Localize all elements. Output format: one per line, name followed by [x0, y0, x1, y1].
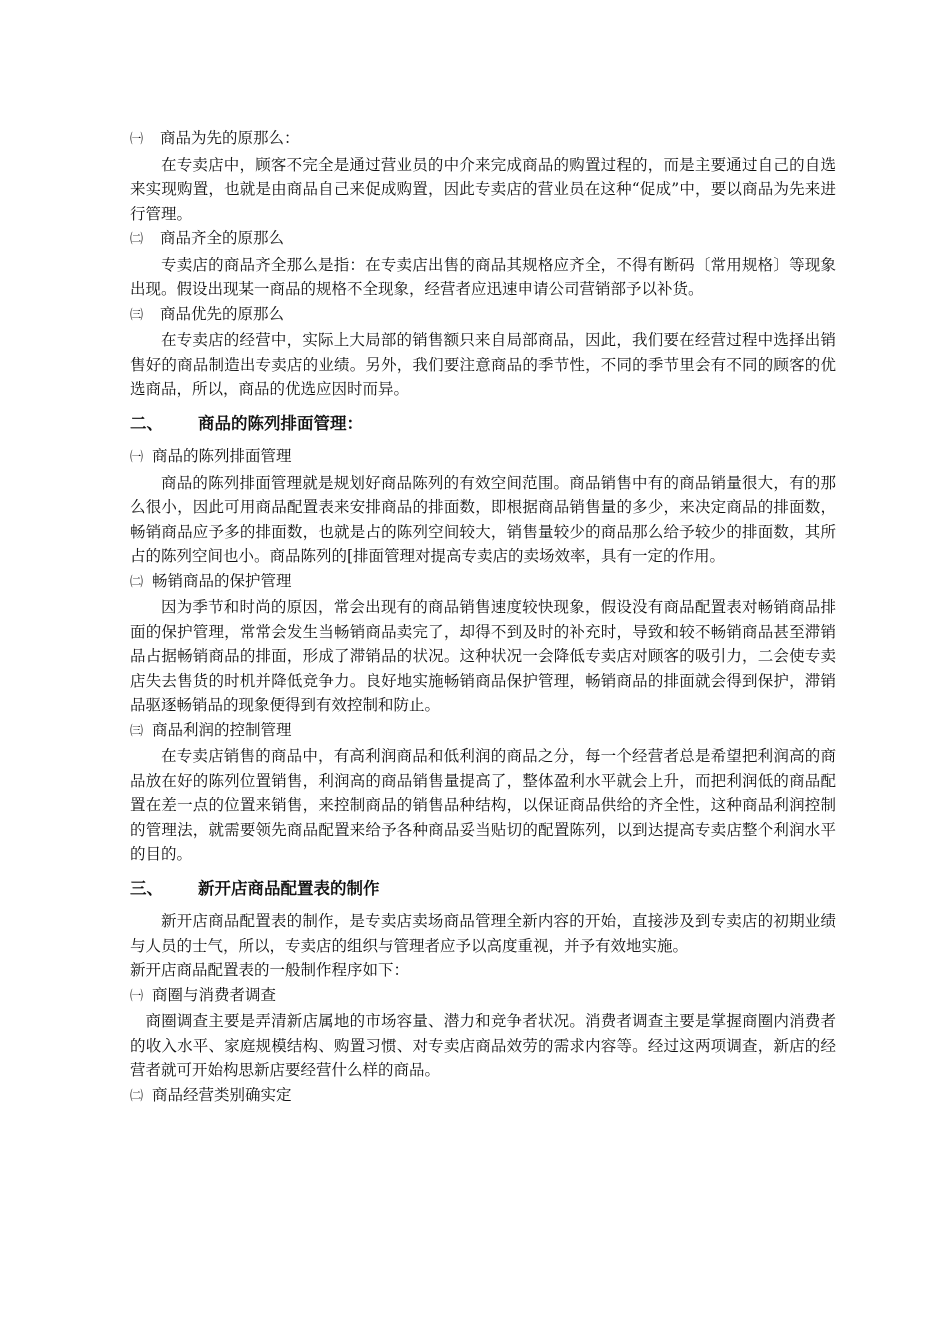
subsection-title: 商品利润的控制管理	[152, 720, 292, 739]
item-marker: ㈢	[130, 307, 144, 323]
subsection-title: 畅销商品的保护管理	[152, 571, 292, 590]
paragraph: 新开店商品配置表的一般制作程序如下：	[130, 961, 410, 979]
subsection-heading	[130, 983, 836, 1010]
paragraph: 商圈调查主要是弄清新店属地的市场容量、潜力和竞争者状况。消费者调查主要是掌握商圈内消费者的收入水平、家庭规模结构、购置习惯、对专卖店商品效劳的需求内容等。经过这两项调查，新店的经营者就可开始构思新店要经营什么样的商品。	[130, 1012, 836, 1079]
subsection-heading	[130, 718, 836, 745]
paragraph: 新开店商品配置表的制作，是专卖店卖场商品管理全新内容的开始，直接涉及到专卖店的初期业绩与人员的士气，所以，专卖店的组织与管理者应予以高度重视，并予有效地实施。	[130, 912, 836, 955]
section-number: 三、	[130, 878, 163, 898]
subsection-heading	[130, 226, 836, 253]
document-page	[130, 126, 836, 1109]
paragraph: 因为季节和时尚的原因，常会出现有的商品销售速度较快现象，假设没有商品配置表对畅销商品排面的保护管理，常常会发生当畅销商品卖完了，却得不到及时的补充时，导致和较不畅销商品甚至滞销品占据畅销商品的排面，形成了滞销品的状况。这种状况一会降低专卖店对顾客的吸引力，二会使专卖店失去售货的时机并降低竞争力。良好地实施畅销商品保护管理，畅销商品的排面就会得到保护，滞销品驱逐畅销品的现象便得到有效控制和防止。	[130, 598, 836, 714]
item-marker: ㈠	[130, 988, 144, 1004]
paragraph: 专卖店的商品齐全那么是指：在专卖店出售的商品其规格应齐全，不得有断码〔常用规格〕等现象出现。假设出现某一商品的规格不全现象，经营者应迅速申请公司营销部予以补货。	[130, 255, 836, 298]
paragraph: 在专卖店中，顾客不完全是通过营业员的中介来完成商品的购置过程的，而是主要通过自己的自选来实现购置，也就是由商品自己来促成购置，因此专卖店的营业员在这种“促成”中，要以商品为先来进行管理。	[130, 155, 836, 223]
item-marker: ㈡	[130, 574, 144, 590]
item-marker: ㈡	[130, 1088, 144, 1104]
paragraph: 在专卖店销售的商品中，有高利润商品和低利润的商品之分，每一个经营者总是希望把利润高的商品放在好的陈列位置销售，利润高的商品销售量提高了，整体盈利水平就会上升，而把利润低的商品配置在差一点的位置来销售，来控制商品的销售品种结构，以保证商品供给的齐全性，这种商品利润控制的管理法，就需要领先商品配置来给予各种商品妥当贴切的配置陈列，以到达提高专卖店整个利润水平的目的。	[130, 747, 836, 863]
subsection-heading	[130, 569, 836, 596]
subsection-heading	[130, 302, 836, 329]
subsection-heading	[130, 444, 836, 471]
section-heading	[130, 412, 836, 437]
paragraph: 商品的陈列排面管理就是规划好商品陈列的有效空间范围。商品销售中有的商品销量很大，有的那么很小，因此可用商品配置表来安排商品的排面数，即根据商品销售量的多少，来决定商品的排面数，畅销商品应予多的排面数，也就是占的陈列空间较大，销售量较少的商品那么给予较少的排面数，其所占的陈列空间也小。商品陈列的[排面管理对提高专卖店的卖场效率，具有一定的作用。	[130, 473, 836, 565]
subsection-title: 商品优先的原那么	[160, 304, 285, 323]
subsection-title: 商圈与消费者调查	[152, 985, 277, 1004]
subsection-title: 商品经营类别确实定	[152, 1085, 292, 1104]
item-marker: ㈠	[130, 450, 144, 465]
subsection-heading	[130, 1083, 836, 1110]
paragraph: 在专卖店的经营中，实际上大局部的销售额只来自局部商品，因此，我们要在经营过程中选择出销售好的商品制造出专卖店的业绩。另外，我们要注意商品的季节性，不同的季节里会有不同的顾客的优选商品，所以，商品的优选应因时而异。	[130, 331, 836, 398]
item-marker: ㈡	[130, 232, 144, 247]
subsection-heading	[130, 126, 836, 153]
subsection-title: 商品的陈列排面管理	[152, 447, 292, 465]
section-title: 商品的陈列排面管理：	[198, 413, 363, 433]
item-marker: ㈢	[130, 723, 144, 739]
item-marker: ㈠	[130, 132, 144, 147]
subsection-title: 商品为先的原那么：	[160, 129, 300, 147]
section-title: 新开店商品配置表的制作	[198, 878, 380, 898]
section-heading	[130, 877, 836, 902]
subsection-title: 商品齐全的原那么	[160, 229, 285, 247]
section-number: 二、	[130, 413, 163, 433]
